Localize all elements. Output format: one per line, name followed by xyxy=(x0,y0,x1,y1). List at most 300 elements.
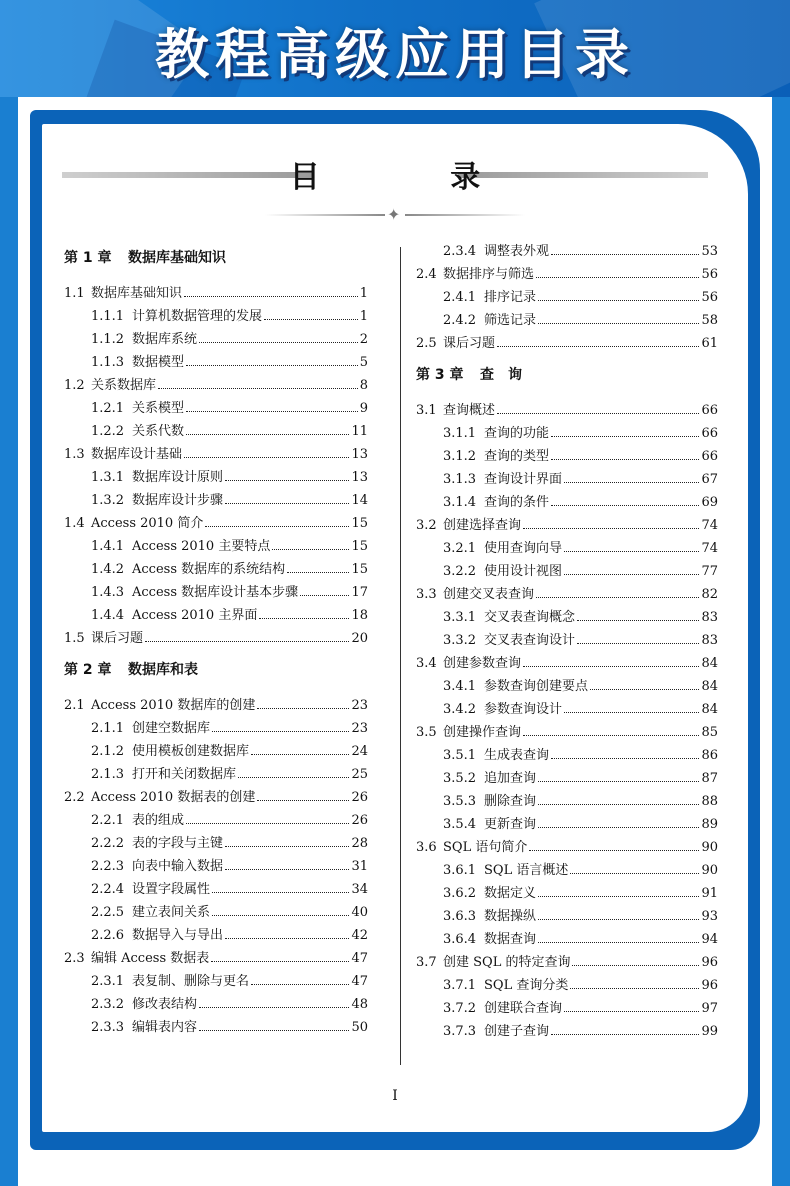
entry-page: 93 xyxy=(701,909,718,924)
dot-leader xyxy=(551,459,699,460)
entry-title: 使用设计视图 xyxy=(484,564,563,579)
toc-subsection-entry[interactable] xyxy=(416,882,718,905)
toc-subsection-entry[interactable] xyxy=(64,855,368,878)
entry-title: 数据库设计步骤 xyxy=(132,493,224,508)
entry-page: 91 xyxy=(701,886,718,901)
ornament-line xyxy=(405,214,525,216)
toc-subsection-entry[interactable] xyxy=(64,558,368,581)
entry-page: 97 xyxy=(701,1001,718,1016)
entry-title: 参数查询设计 xyxy=(484,702,563,717)
dot-leader xyxy=(212,731,349,732)
entry-number: 2.2.5 xyxy=(91,905,125,920)
entry-number: 3.2.1 xyxy=(443,541,477,556)
entry-number: 3.7.3 xyxy=(443,1024,477,1039)
entry-page: 18 xyxy=(351,608,368,623)
toc-section-entry[interactable] xyxy=(416,721,718,744)
toc-section-entry[interactable] xyxy=(416,652,718,675)
toc-subsection-entry[interactable] xyxy=(64,878,368,901)
dot-leader xyxy=(238,777,349,778)
entry-page: 31 xyxy=(351,859,368,874)
entry-title: 数据库基础知识 xyxy=(91,286,183,301)
toc-subsection-entry[interactable] xyxy=(416,240,718,263)
toc-section-entry[interactable] xyxy=(64,282,368,305)
toc-subsection-entry[interactable] xyxy=(416,698,718,721)
entry-title: 表的组成 xyxy=(132,813,185,828)
entry-number: 2.4.2 xyxy=(443,313,477,328)
dot-leader xyxy=(529,850,699,851)
star-icon: ✦ xyxy=(387,205,401,224)
dot-leader xyxy=(259,618,349,619)
entry-title: 创建操作查询 xyxy=(443,725,522,740)
entry-page: 86 xyxy=(701,748,718,763)
toc-subsection-entry[interactable] xyxy=(64,328,368,351)
dot-leader xyxy=(570,988,699,989)
toc-subsection-entry[interactable] xyxy=(64,970,368,993)
toc-subsection-entry[interactable] xyxy=(416,1020,718,1043)
entry-title: 交叉表查询设计 xyxy=(484,633,576,648)
toc-subsection-entry[interactable] xyxy=(64,901,368,924)
entry-page: 17 xyxy=(351,585,368,600)
entry-number: 1.1.1 xyxy=(91,309,125,324)
toc-subsection-entry[interactable] xyxy=(64,420,368,443)
dot-leader xyxy=(564,574,699,575)
entry-page: 82 xyxy=(701,587,718,602)
dot-leader xyxy=(523,735,699,736)
toc-section-entry[interactable] xyxy=(64,512,368,535)
entry-page: 89 xyxy=(701,817,718,832)
toc-subsection-entry[interactable] xyxy=(64,305,368,328)
entry-page: 56 xyxy=(701,290,718,305)
dot-leader xyxy=(158,388,358,389)
entry-number: 3.6.2 xyxy=(443,886,477,901)
entry-page: 23 xyxy=(351,698,368,713)
toc-section-entry[interactable] xyxy=(416,399,718,422)
entry-title: 数据库设计基础 xyxy=(91,447,183,462)
entry-number: 3.5.2 xyxy=(443,771,477,786)
page-number: I xyxy=(392,1088,398,1104)
dot-leader xyxy=(199,1007,349,1008)
entry-title: SQL 语言概述 xyxy=(484,863,569,878)
entry-number: 2.1.1 xyxy=(91,721,125,736)
dot-leader xyxy=(497,413,699,414)
entry-title: 编辑表内容 xyxy=(132,1020,198,1035)
banner-title: 教程高级应用目录 xyxy=(155,23,635,86)
entry-page: 66 xyxy=(701,426,718,441)
entry-number: 3.7 xyxy=(416,955,437,970)
entry-page: 20 xyxy=(351,631,368,646)
entry-number: 2.1 xyxy=(64,698,85,713)
toc-section-entry[interactable] xyxy=(416,332,718,355)
dot-leader xyxy=(538,323,699,324)
toc-subsection-entry[interactable] xyxy=(64,993,368,1016)
entry-title: 查询的功能 xyxy=(484,426,550,441)
entry-number: 3.1.4 xyxy=(443,495,477,510)
entry-title: 建立表间关系 xyxy=(132,905,211,920)
entry-number: 2.1.3 xyxy=(91,767,125,782)
entry-title: 数据操纵 xyxy=(484,909,537,924)
right-border xyxy=(772,0,790,1186)
toc-subsection-entry[interactable] xyxy=(416,790,718,813)
entry-number: 3.1 xyxy=(416,403,437,418)
entry-title: 数据模型 xyxy=(132,355,185,370)
dot-leader xyxy=(264,319,358,320)
ornament-line xyxy=(265,214,385,216)
entry-title: 查询设计界面 xyxy=(484,472,563,487)
entry-page: 47 xyxy=(351,974,368,989)
toc-subsection-entry[interactable] xyxy=(64,809,368,832)
dot-leader xyxy=(590,689,699,690)
entry-number: 3.4 xyxy=(416,656,437,671)
toc-subsection-entry[interactable] xyxy=(64,924,368,947)
dot-leader xyxy=(212,915,349,916)
entry-number: 2.3.4 xyxy=(443,244,477,259)
dot-leader xyxy=(199,342,358,343)
entry-number: 2.5 xyxy=(416,336,437,351)
chapter-number: 第 1 章 xyxy=(64,250,112,266)
dot-leader xyxy=(564,482,699,483)
entry-number: 3.6.4 xyxy=(443,932,477,947)
entry-title: 数据库系统 xyxy=(132,332,198,347)
entry-title: Access 2010 数据库的创建 xyxy=(91,698,256,713)
entry-number: 1.3 xyxy=(64,447,85,462)
dot-leader xyxy=(538,919,699,920)
entry-page: 26 xyxy=(351,790,368,805)
entry-number: 1.1.2 xyxy=(91,332,125,347)
dot-leader xyxy=(551,505,699,506)
entry-title: 查询的条件 xyxy=(484,495,550,510)
toc-section-entry[interactable] xyxy=(416,951,718,974)
entry-page: 99 xyxy=(701,1024,718,1039)
entry-number: 3.5.3 xyxy=(443,794,477,809)
toc-subsection-entry[interactable] xyxy=(64,1016,368,1039)
entry-number: 3.4.1 xyxy=(443,679,477,694)
chapter-number: 第 3 章 xyxy=(416,367,464,383)
entry-page: 83 xyxy=(701,633,718,648)
entry-page: 88 xyxy=(701,794,718,809)
entry-page: 66 xyxy=(701,403,718,418)
toc-section-entry[interactable] xyxy=(416,263,718,286)
entry-page: 1 xyxy=(359,286,368,301)
entry-page: 85 xyxy=(701,725,718,740)
toc-section-entry[interactable] xyxy=(64,627,368,650)
entry-page: 1 xyxy=(359,309,368,324)
chapter-title: 数据库和表 xyxy=(128,662,198,678)
dot-leader xyxy=(212,892,349,893)
entry-page: 58 xyxy=(701,313,718,328)
entry-number: 3.3 xyxy=(416,587,437,602)
entry-number: 1.2.1 xyxy=(91,401,125,416)
entry-title: 数据定义 xyxy=(484,886,537,901)
entry-number: 2.2.6 xyxy=(91,928,125,943)
toc-subsection-entry[interactable] xyxy=(64,763,368,786)
chapter-title: 数据库基础知识 xyxy=(128,250,226,266)
entry-page: 50 xyxy=(351,1020,368,1035)
entry-number: 2.2.3 xyxy=(91,859,125,874)
entry-title: Access 数据库设计基本步骤 xyxy=(132,585,299,600)
header-banner xyxy=(0,0,790,97)
entry-page: 24 xyxy=(351,744,368,759)
entry-page: 11 xyxy=(351,424,368,439)
entry-number: 2.3.3 xyxy=(91,1020,125,1035)
entry-number: 3.2 xyxy=(416,518,437,533)
dot-leader xyxy=(225,480,349,481)
entry-title: 数据导入与导出 xyxy=(132,928,224,943)
toc-subsection-entry[interactable] xyxy=(64,489,368,512)
entry-page: 90 xyxy=(701,863,718,878)
entry-title: 关系数据库 xyxy=(91,378,157,393)
entry-title: 数据查询 xyxy=(484,932,537,947)
entry-page: 28 xyxy=(351,836,368,851)
dot-leader xyxy=(199,1030,349,1031)
toc-subsection-entry[interactable] xyxy=(416,813,718,836)
toc-subsection-entry[interactable] xyxy=(416,928,718,951)
dot-leader xyxy=(523,666,699,667)
chapter-heading xyxy=(416,365,718,385)
toc-subsection-entry[interactable] xyxy=(416,491,718,514)
toc-subsection-entry[interactable] xyxy=(64,581,368,604)
entry-title: 数据库设计原则 xyxy=(132,470,224,485)
toc-section-entry[interactable] xyxy=(64,947,368,970)
toc-title: 目 录 xyxy=(289,160,541,195)
toc-subsection-entry[interactable] xyxy=(416,997,718,1020)
dot-leader xyxy=(551,1034,699,1035)
entry-title: 设置字段属性 xyxy=(132,882,211,897)
entry-title: 创建选择查询 xyxy=(443,518,522,533)
entry-title: 更新查询 xyxy=(484,817,537,832)
entry-number: 1.1.3 xyxy=(91,355,125,370)
entry-number: 3.7.1 xyxy=(443,978,477,993)
entry-number: 1.4.1 xyxy=(91,539,125,554)
entry-title: 调整表外观 xyxy=(484,244,550,259)
dot-leader xyxy=(538,781,699,782)
toc-subsection-entry[interactable] xyxy=(64,740,368,763)
entry-page: 25 xyxy=(351,767,368,782)
title-ornament xyxy=(265,205,525,224)
dot-leader xyxy=(551,436,699,437)
entry-page: 14 xyxy=(351,493,368,508)
entry-title: 排序记录 xyxy=(484,290,537,305)
entry-page: 84 xyxy=(701,679,718,694)
dot-leader xyxy=(186,434,349,435)
entry-number: 2.3.1 xyxy=(91,974,125,989)
entry-page: 74 xyxy=(701,518,718,533)
entry-number: 2.2.1 xyxy=(91,813,125,828)
entry-title: 表的字段与主键 xyxy=(132,836,224,851)
toc-subsection-entry[interactable] xyxy=(64,717,368,740)
toc-section-entry[interactable] xyxy=(64,443,368,466)
entry-title: 生成表查询 xyxy=(484,748,550,763)
toc-subsection-entry[interactable] xyxy=(416,537,718,560)
toc-subsection-entry[interactable] xyxy=(416,974,718,997)
entry-number: 2.4 xyxy=(416,267,437,282)
dot-leader xyxy=(300,595,349,596)
entry-title: 表复制、删除与更名 xyxy=(132,974,250,989)
entry-page: 67 xyxy=(701,472,718,487)
entry-title: 追加查询 xyxy=(484,771,537,786)
toc-title-row xyxy=(62,152,708,198)
chapter-number: 第 2 章 xyxy=(64,662,112,678)
dot-leader xyxy=(145,641,349,642)
toc-subsection-entry[interactable] xyxy=(416,560,718,583)
dot-leader xyxy=(251,754,349,755)
entry-title: Access 2010 主要特点 xyxy=(132,539,271,554)
toc-section-entry[interactable] xyxy=(416,583,718,606)
dot-leader xyxy=(251,984,349,985)
toc-subsection-entry[interactable] xyxy=(416,767,718,790)
entry-page: 34 xyxy=(351,882,368,897)
entry-page: 87 xyxy=(701,771,718,786)
entry-page: 15 xyxy=(351,539,368,554)
entry-page: 15 xyxy=(351,562,368,577)
toc-section-entry[interactable] xyxy=(64,786,368,809)
chapter-heading xyxy=(64,248,368,268)
dot-leader xyxy=(536,597,699,598)
toc-section-entry[interactable] xyxy=(416,514,718,537)
entry-page: 47 xyxy=(351,951,368,966)
dot-leader xyxy=(225,503,349,504)
entry-title: 编辑 Access 数据表 xyxy=(91,951,210,966)
dot-leader xyxy=(186,823,349,824)
entry-page: 96 xyxy=(701,978,718,993)
toc-subsection-entry[interactable] xyxy=(416,859,718,882)
entry-page: 66 xyxy=(701,449,718,464)
dot-leader xyxy=(538,896,699,897)
entry-number: 1.4.2 xyxy=(91,562,125,577)
dot-leader xyxy=(287,572,349,573)
toc-subsection-entry[interactable] xyxy=(416,675,718,698)
dot-leader xyxy=(536,277,699,278)
entry-title: 创建子查询 xyxy=(484,1024,550,1039)
entry-title: 参数查询创建要点 xyxy=(484,679,589,694)
toc-subsection-entry[interactable] xyxy=(416,309,718,332)
dot-leader xyxy=(538,804,699,805)
chapter-heading xyxy=(64,660,368,680)
entry-title: 计算机数据管理的发展 xyxy=(132,309,263,324)
entry-number: 3.4.2 xyxy=(443,702,477,717)
entry-title: 创建参数查询 xyxy=(443,656,522,671)
entry-number: 2.2.4 xyxy=(91,882,125,897)
entry-number: 3.6.3 xyxy=(443,909,477,924)
entry-page: 96 xyxy=(701,955,718,970)
dot-leader xyxy=(564,1011,699,1012)
entry-number: 1.3.1 xyxy=(91,470,125,485)
entry-number: 1.5 xyxy=(64,631,85,646)
entry-number: 3.1.3 xyxy=(443,472,477,487)
entry-number: 3.6.1 xyxy=(443,863,477,878)
entry-number: 2.3.2 xyxy=(91,997,125,1012)
toc-subsection-entry[interactable] xyxy=(416,744,718,767)
entry-title: 打开和关闭数据库 xyxy=(132,767,237,782)
entry-number: 3.1.1 xyxy=(443,426,477,441)
entry-number: 1.4.4 xyxy=(91,608,125,623)
entry-page: 94 xyxy=(701,932,718,947)
entry-page: 77 xyxy=(701,564,718,579)
entry-page: 8 xyxy=(359,378,368,393)
entry-page: 83 xyxy=(701,610,718,625)
dot-leader xyxy=(186,411,358,412)
entry-page: 40 xyxy=(351,905,368,920)
entry-title: Access 2010 主界面 xyxy=(132,608,258,623)
toc-subsection-entry[interactable] xyxy=(416,905,718,928)
toc-subsection-entry[interactable] xyxy=(64,604,368,627)
entry-page: 23 xyxy=(351,721,368,736)
toc-subsection-entry[interactable] xyxy=(64,351,368,374)
entry-number: 3.3.1 xyxy=(443,610,477,625)
entry-page: 84 xyxy=(701,656,718,671)
toc-subsection-entry[interactable] xyxy=(416,468,718,491)
entry-title: 向表中输入数据 xyxy=(132,859,224,874)
toc-section-entry[interactable] xyxy=(416,836,718,859)
entry-page: 53 xyxy=(701,244,718,259)
entry-title: 数据排序与筛选 xyxy=(443,267,535,282)
toc-subsection-entry[interactable] xyxy=(64,466,368,489)
dot-leader xyxy=(186,365,358,366)
dot-leader xyxy=(577,620,699,621)
toc-subsection-entry[interactable] xyxy=(416,629,718,652)
entry-page: 5 xyxy=(359,355,368,370)
entry-title: 筛选记录 xyxy=(484,313,537,328)
dot-leader xyxy=(225,938,349,939)
entry-page: 61 xyxy=(701,336,718,351)
entry-page: 69 xyxy=(701,495,718,510)
entry-title: 创建空数据库 xyxy=(132,721,211,736)
entry-number: 3.3.2 xyxy=(443,633,477,648)
entry-number: 2.2 xyxy=(64,790,85,805)
dot-leader xyxy=(225,869,349,870)
entry-number: 3.2.2 xyxy=(443,564,477,579)
toc-subsection-entry[interactable] xyxy=(416,445,718,468)
toc-section-entry[interactable] xyxy=(64,374,368,397)
toc-subsection-entry[interactable] xyxy=(64,397,368,420)
entry-title: 关系代数 xyxy=(132,424,185,439)
entry-title: 查询的类型 xyxy=(484,449,550,464)
entry-page: 56 xyxy=(701,267,718,282)
dot-leader xyxy=(205,526,349,527)
toc-subsection-entry[interactable] xyxy=(64,535,368,558)
left-border xyxy=(0,0,18,1186)
toc-subsection-entry[interactable] xyxy=(416,422,718,445)
dot-leader xyxy=(551,758,699,759)
dot-leader xyxy=(551,254,699,255)
entry-title: 创建 SQL 的特定查询 xyxy=(443,955,571,970)
entry-title: 创建联合查询 xyxy=(484,1001,563,1016)
entry-number: 1.4.3 xyxy=(91,585,125,600)
toc-subsection-entry[interactable] xyxy=(416,286,718,309)
entry-number: 3.5 xyxy=(416,725,437,740)
toc-subsection-entry[interactable] xyxy=(416,606,718,629)
entry-number: 2.4.1 xyxy=(443,290,477,305)
entry-number: 3.7.2 xyxy=(443,1001,477,1016)
entry-title: SQL 语句简介 xyxy=(443,840,528,855)
chapter-title: 查 询 xyxy=(480,367,522,383)
dot-leader xyxy=(257,708,349,709)
dot-leader xyxy=(572,965,699,966)
entry-page: 2 xyxy=(359,332,368,347)
entry-number: 3.6 xyxy=(416,840,437,855)
dot-leader xyxy=(225,846,349,847)
entry-page: 42 xyxy=(351,928,368,943)
entry-title: Access 数据库的系统结构 xyxy=(132,562,286,577)
entry-title: 课后习题 xyxy=(91,631,144,646)
toc-column-left xyxy=(64,240,368,1039)
entry-number: 1.2 xyxy=(64,378,85,393)
dot-leader xyxy=(564,712,699,713)
entry-title: SQL 查询分类 xyxy=(484,978,569,993)
entry-title: 使用模板创建数据库 xyxy=(132,744,250,759)
entry-number: 2.2.2 xyxy=(91,836,125,851)
toc-subsection-entry[interactable] xyxy=(64,832,368,855)
toc-section-entry[interactable] xyxy=(64,694,368,717)
